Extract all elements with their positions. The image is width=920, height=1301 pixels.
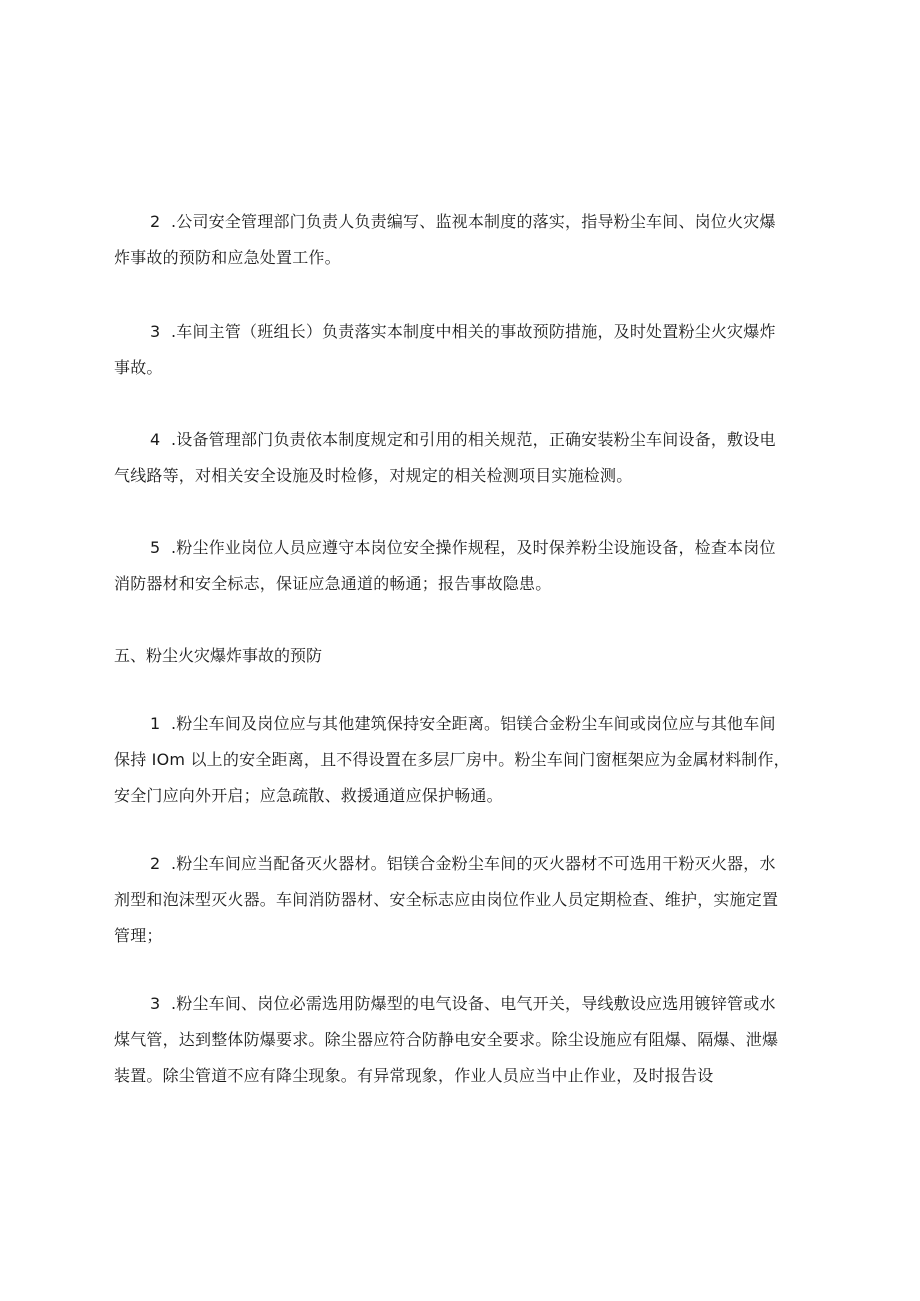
paragraph-item-2 (114, 204, 814, 276)
paragraph-item-3 (114, 314, 814, 386)
paragraph-line: 2 .粉尘车间应当配备灭火器材。铝镁合金粉尘车间的灭火器材不可选用干粉灭火器，水 (150, 854, 776, 873)
paragraph-item-4 (114, 422, 814, 494)
paragraph-line: 气线路等，对相关安全设施及时检修，对规定的相关检测项目实施检测。 (114, 466, 633, 485)
section-heading: 五、粉尘火灾爆炸事故的预防 (114, 646, 323, 665)
paragraph-line: 炸事故的预防和应急处置工作。 (114, 248, 341, 267)
paragraph-line: 事故。 (114, 358, 163, 377)
paragraph-item-5 (114, 530, 814, 602)
paragraph-line: 3 .粉尘车间、岗位必需选用防爆型的电气设备、电气开关，导线敷设应选用镀锌管或水 (150, 994, 776, 1013)
paragraph-line: 5 .粉尘作业岗位人员应遵守本岗位安全操作规程，及时保养粉尘设施设备，检查本岗位 (150, 538, 776, 557)
paragraph-line: 消防器材和安全标志，保证应急通道的畅通；报告事故隐患。 (114, 574, 552, 593)
paragraph-line: 剂型和泡沫型灭火器。车间消防器材、安全标志应由岗位作业人员定期检查、维护，实施定置 (114, 890, 779, 909)
paragraph-item-2b (114, 846, 814, 954)
paragraph-line: 安全门应向外开启；应急疏散、救援通道应保护畅通。 (114, 786, 503, 805)
paragraph-item-1 (114, 706, 814, 814)
paragraph-line: 4 .设备管理部门负责依本制度规定和引用的相关规范，正确安装粉尘车间设备，敷设电 (150, 430, 776, 449)
paragraph-line: 煤气管，达到整体防爆要求。除尘器应符合防静电安全要求。除尘设施应有阻爆、隔爆、泄爆 (114, 1030, 779, 1049)
paragraph-line: 装置。除尘管道不应有降尘现象。有异常现象，作业人员应当中止作业，及时报告设 (114, 1066, 714, 1085)
paragraph-line: 1 .粉尘车间及岗位应与其他建筑保持安全距离。铝镁合金粉尘车间或岗位应与其他车间 (150, 714, 776, 733)
paragraph-line: 3 .车间主管（班组长）负责落实本制度中相关的事故预防措施，及时处置粉尘火灾爆炸 (150, 322, 776, 341)
paragraph-item-3b (114, 986, 814, 1094)
paragraph-line: 保持 IOm 以上的安全距离，且不得设置在多层厂房中。粉尘车间门窗框架应为金属材料制作， (114, 750, 790, 769)
paragraph-line: 2 .公司安全管理部门负责人负责编写、监视本制度的落实，指导粉尘车间、岗位火灾爆 (150, 212, 776, 231)
paragraph-line: 管理； (114, 926, 163, 945)
